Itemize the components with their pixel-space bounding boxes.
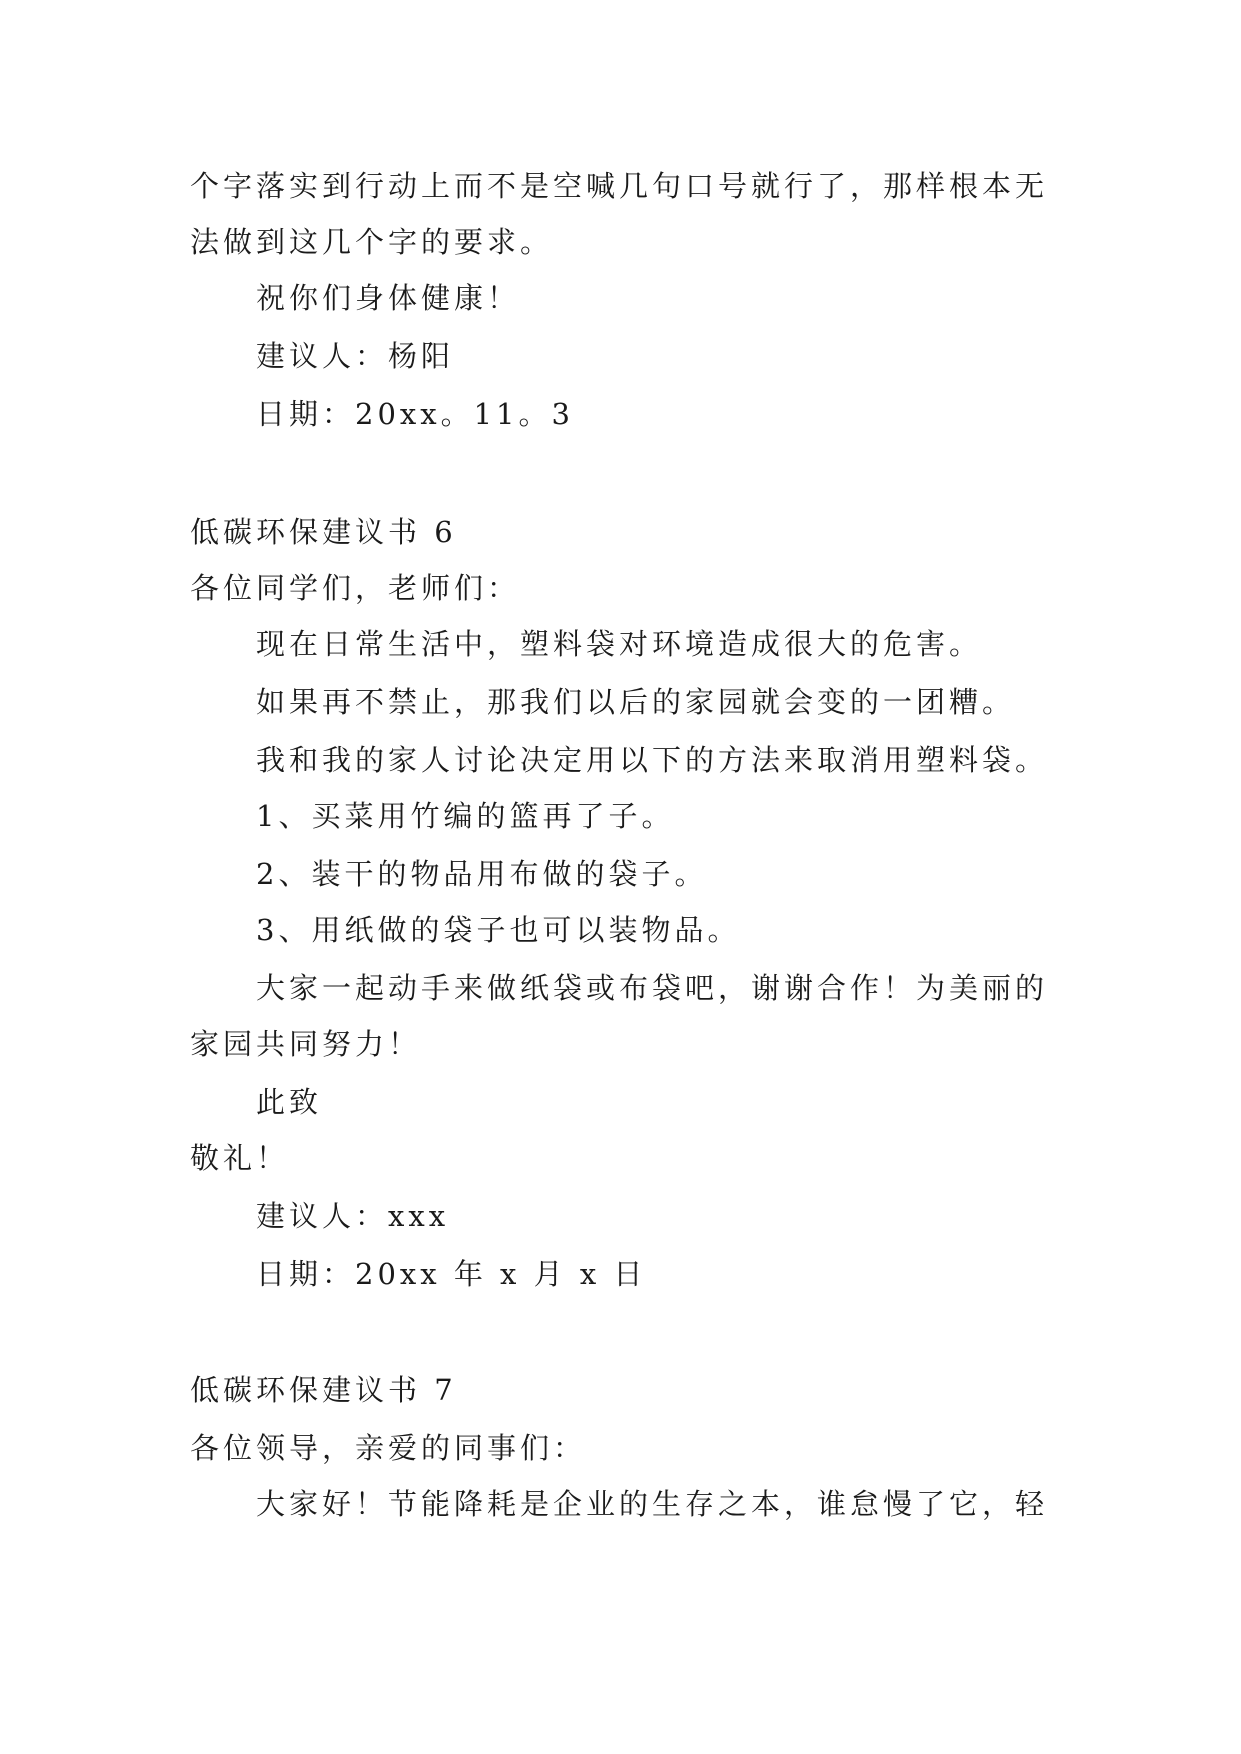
list-item: 3、用纸做的袋子也可以装物品。	[256, 913, 741, 947]
section-title: 低碳环保建议书 6	[190, 515, 457, 549]
date-line: 日期：20xx。11。3	[256, 397, 574, 431]
section-title: 低碳环保建议书 7	[190, 1373, 457, 1407]
list-item: 1、买菜用竹编的篮再了子。	[256, 799, 675, 833]
paragraph-line: 家园共同努力！	[190, 1027, 422, 1061]
proposer-line: 建议人：杨阳	[256, 339, 455, 373]
closing-line: 此致	[256, 1085, 323, 1119]
salutation: 各位领导，亲爱的同事们：	[190, 1431, 587, 1465]
paragraph-line: 我和我的家人讨论决定用以下的方法来取消用塑料袋。	[256, 743, 1049, 777]
closing-line: 敬礼！	[190, 1141, 290, 1175]
paragraph-line: 大家一起动手来做纸袋或布袋吧，谢谢合作！为美丽的	[256, 971, 1049, 1005]
paragraph-line: 法做到这几个字的要求。	[190, 225, 554, 259]
proposer-line: 建议人：xxx	[256, 1199, 450, 1233]
closing-wish: 祝你们身体健康！	[256, 281, 521, 315]
paragraph-line: 个字落实到行动上而不是空喊几句口号就行了，那样根本无	[190, 169, 1049, 203]
salutation: 各位同学们，老师们：	[190, 571, 521, 605]
paragraph-line: 现在日常生活中，塑料袋对环境造成很大的危害。	[256, 627, 983, 661]
list-item: 2、装干的物品用布做的袋子。	[256, 857, 708, 891]
paragraph-line: 大家好！节能降耗是企业的生存之本，谁怠慢了它，轻	[256, 1487, 1049, 1521]
date-line: 日期：20xx 年 x 月 x 日	[256, 1257, 647, 1291]
paragraph-line: 如果再不禁止，那我们以后的家园就会变的一团糟。	[256, 685, 1016, 719]
